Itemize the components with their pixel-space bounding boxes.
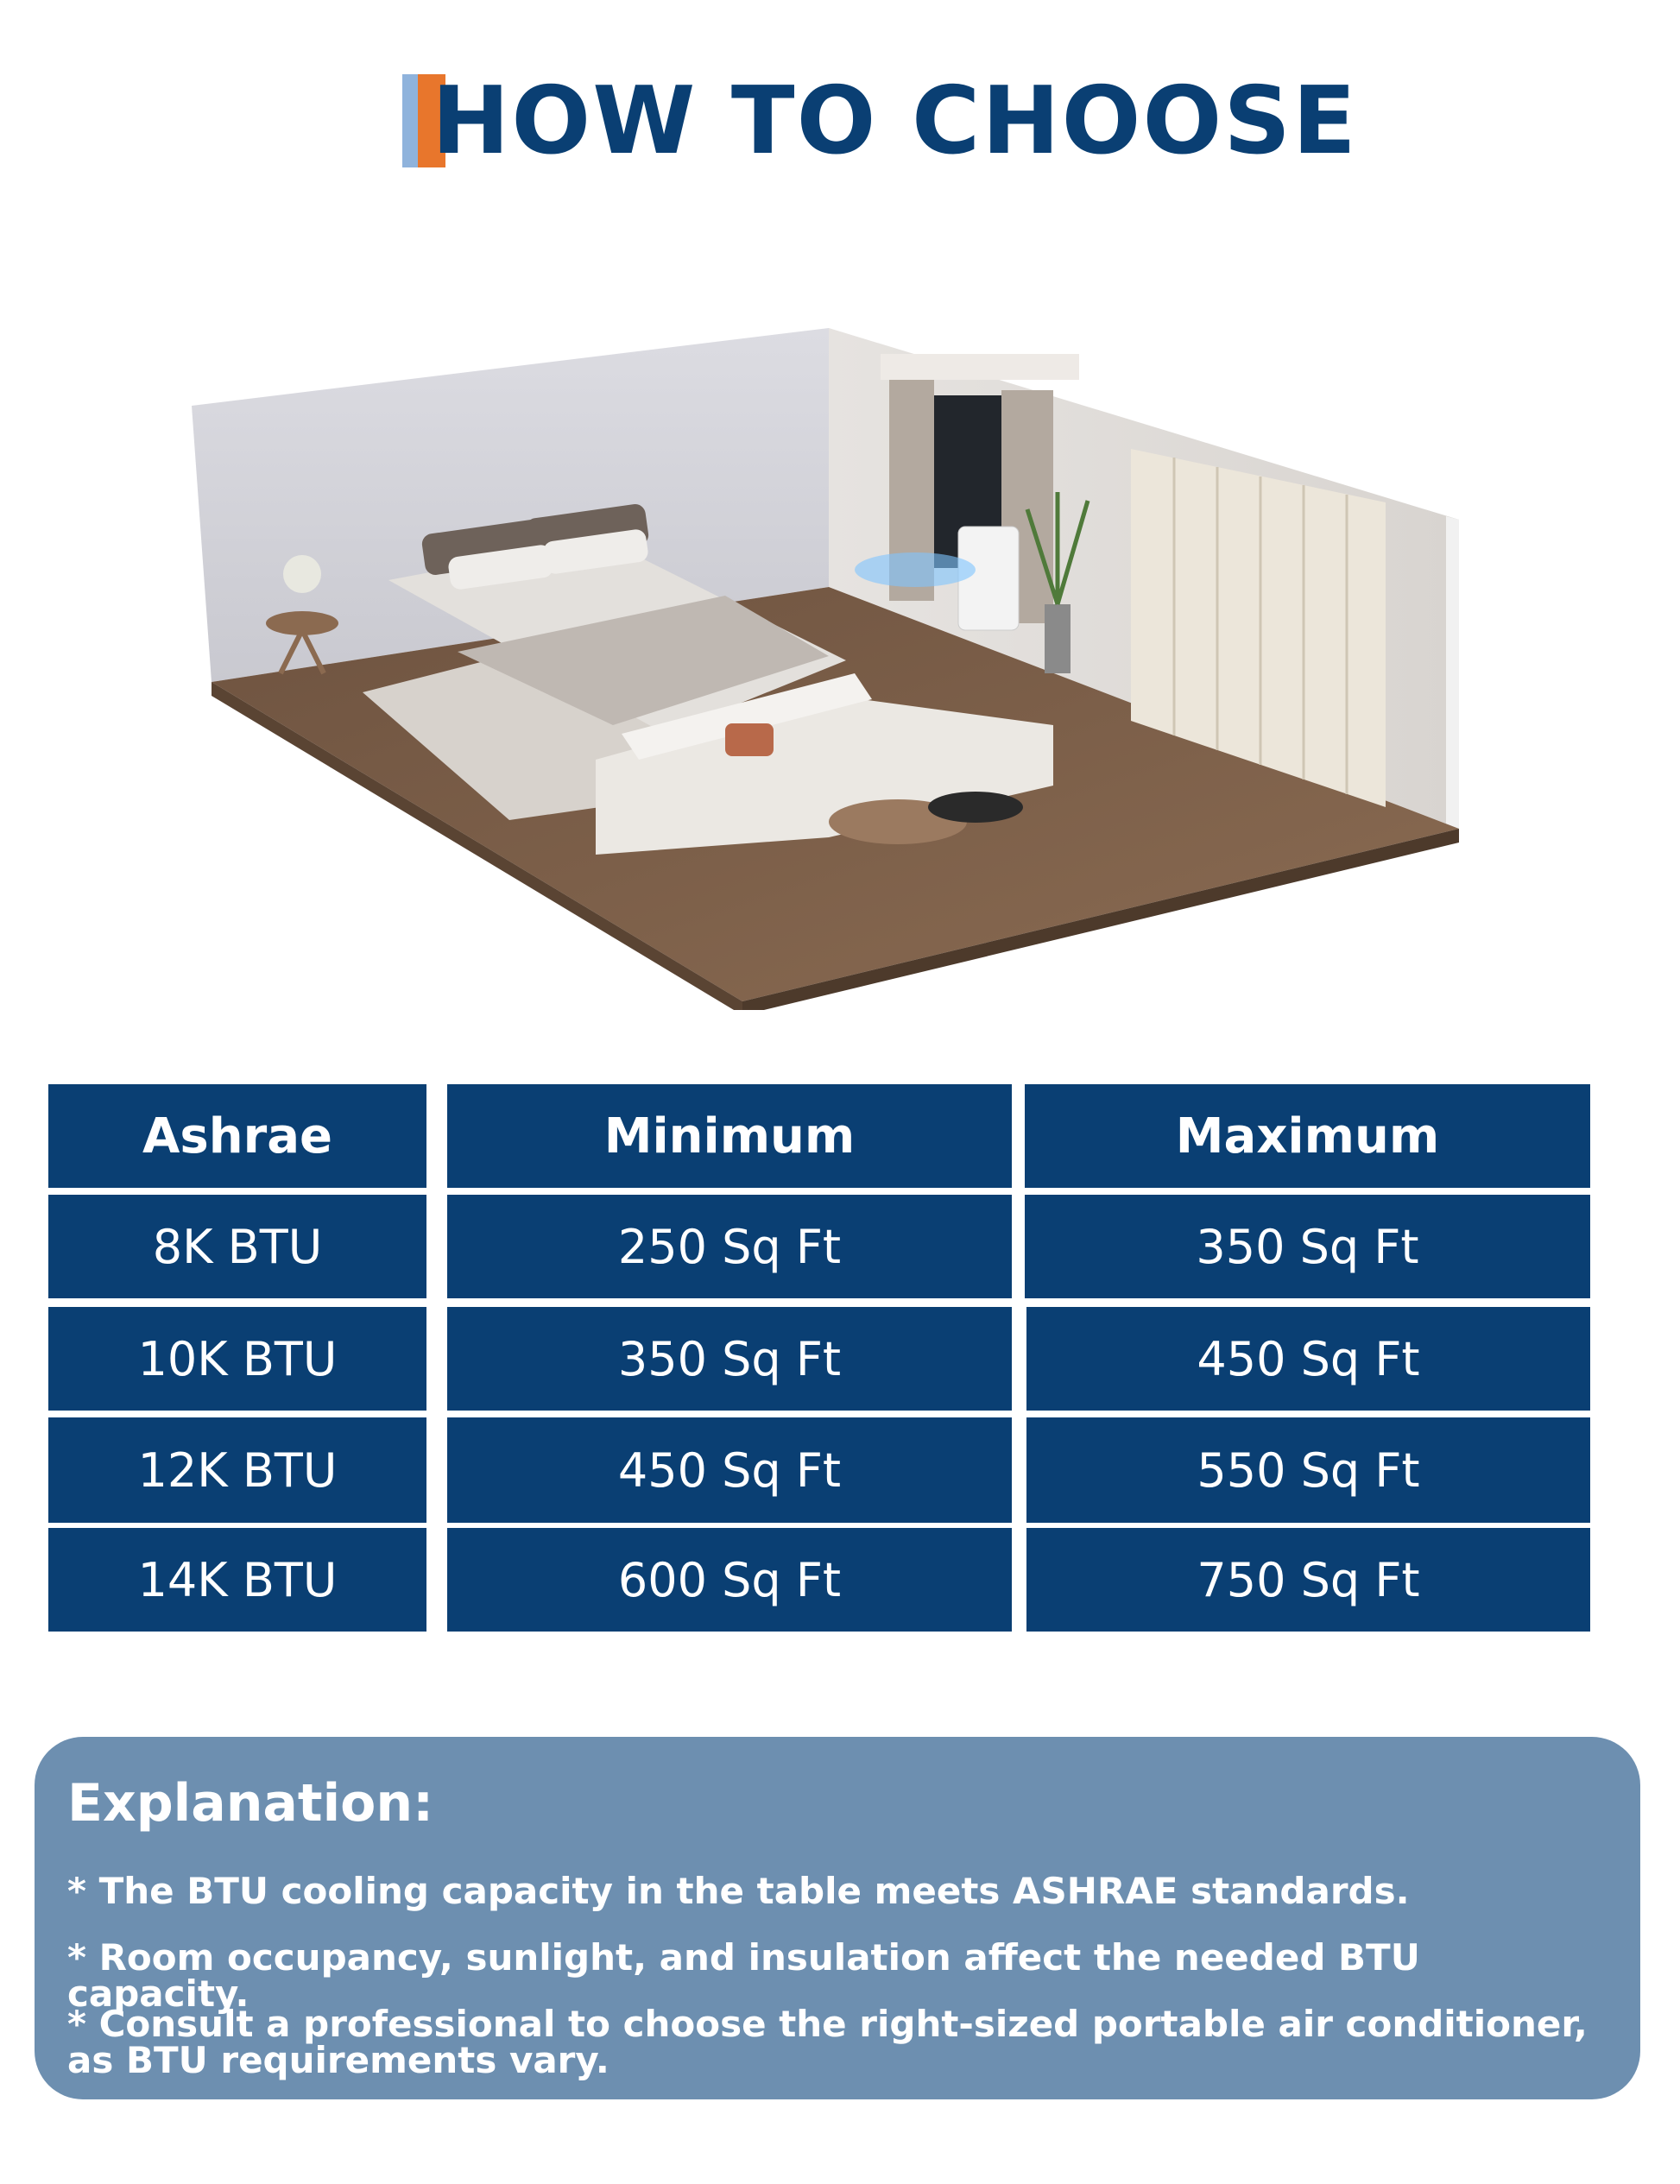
table-cell-minimum: 350 Sq Ft xyxy=(447,1307,1012,1411)
table-header-ashrae: Ashrae xyxy=(48,1084,426,1188)
table-cell-capacity: 8K BTU xyxy=(48,1195,426,1298)
cool-air-stream xyxy=(855,552,976,587)
table-cell-minimum: 250 Sq Ft xyxy=(447,1195,1012,1298)
page-title: HOW TO CHOOSE xyxy=(432,67,1358,175)
table-cell-minimum: 600 Sq Ft xyxy=(447,1528,1012,1632)
cushion xyxy=(725,723,774,756)
table-cell-minimum: 450 Sq Ft xyxy=(447,1417,1012,1523)
coffee-table-small xyxy=(928,792,1023,823)
plant-pot xyxy=(1045,604,1071,673)
table-cell-maximum: 550 Sq Ft xyxy=(1026,1417,1590,1523)
explanation-item: * Consult a professional to choose the right-sized portable air conditioner, as BTU requirements vary. xyxy=(67,2003,1588,2081)
bedroom-illustration xyxy=(173,319,1468,1010)
table-cell-maximum: 750 Sq Ft xyxy=(1026,1528,1590,1632)
table-header-minimum: Minimum xyxy=(447,1084,1012,1188)
curtain-box xyxy=(881,354,1079,380)
explanation-item: * Room occupancy, sunlight, and insulation affect the needed BTU capacity. xyxy=(67,1936,1420,2015)
table-cell-capacity: 12K BTU xyxy=(48,1417,426,1523)
table-cell-capacity: 10K BTU xyxy=(48,1307,426,1411)
table-header-maximum: Maximum xyxy=(1025,1084,1590,1188)
explanation-item: * The BTU cooling capacity in the table meets ASHRAE standards. xyxy=(67,1870,1410,1912)
explanation-panel xyxy=(35,1737,1640,2099)
right-wall-edge xyxy=(1446,516,1459,837)
table-cell-maximum: 350 Sq Ft xyxy=(1025,1195,1590,1298)
explanation-title: Explanation: xyxy=(67,1773,434,1834)
table-cell-maximum: 450 Sq Ft xyxy=(1026,1307,1590,1411)
table-cell-capacity: 14K BTU xyxy=(48,1528,426,1632)
flower-vase xyxy=(283,555,321,593)
